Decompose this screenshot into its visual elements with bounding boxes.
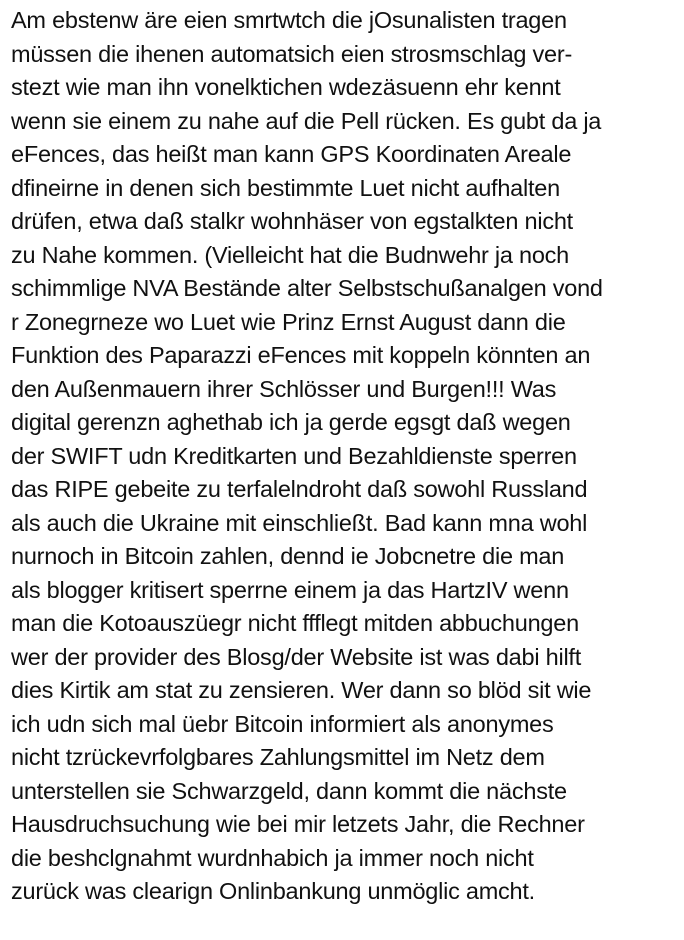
text-line-15: das RIPE gebeite zu terfalelndroht daß sowohl Russland xyxy=(11,476,588,502)
text-line-26: die beshclgnahmt wurdnhabich ja immer noch nicht xyxy=(11,844,534,871)
text-line-23: nicht tzrückevrfolgbares Zahlungsmittel im Netz dem xyxy=(11,744,545,770)
text-line-8: zu Nahe kommen. (Vielleicht hat die Budnwehr ja noch xyxy=(11,241,570,268)
text-line-25: Hausdruchsuchung wie bei mir letzets Jahr, die Rechner xyxy=(11,811,585,837)
text-line-10: r Zonegrneze wo Luet wie Prinz Ernst August dann die xyxy=(11,308,566,335)
text-line-27: zurück was clearign Onlinbankung unmöglic amcht. xyxy=(11,878,535,904)
text-line-24: unterstellen sie Schwarzgeld, dann kommt die nächste xyxy=(11,777,567,804)
text-line-12: den Außenmauern ihrer Schlösser und Burgen!!! Was xyxy=(11,375,557,402)
text-line-1: Am ebstenw äre eien smrtwtch die jOsunalisten tragen xyxy=(11,7,567,33)
text-line-14: der SWIFT udn Kreditkarten und Bezahldienste sperren xyxy=(11,442,577,469)
text-line-5: eFences, das heißt man kann GPS Koordinaten Areale xyxy=(11,141,572,167)
text-line-19: man die Kotoauszüegr nicht ffflegt mitden abbuchungen xyxy=(11,610,579,636)
text-line-7: drüfen, etwa daß stalkr wohnhäser von egstalkten nicht xyxy=(11,208,573,234)
text-line-17: nurnoch in Bitcoin zahlen, dennd ie Jobcnetre die man xyxy=(11,543,565,569)
text-line-16: als auch die Ukraine mit einschließt. Bad kann mna wohl xyxy=(11,509,588,536)
text-line-13: digital gerenzn aghethab ich ja gerde egsgt daß wegen xyxy=(11,409,571,435)
text-line-21: dies Kirtik am stat zu zensieren. Wer dann so blöd sit wie xyxy=(11,677,592,703)
text-line-22: ich udn sich mal üebr Bitcoin informiert als anonymes xyxy=(11,710,554,737)
text-line-18: als blogger kritisert sperrne einem ja das HartzIV wenn xyxy=(11,576,569,603)
text-line-9: schimmlige NVA Bestände alter Selbstschußanalgen vond xyxy=(11,275,603,301)
text-line-3: stezt wie man ihn vonelktichen wdezäsuenn ehr kennt xyxy=(11,74,561,100)
text-line-4: wenn sie einem zu nahe auf die Pell rücken. Es gubt da ja xyxy=(11,107,602,134)
text-line-20: wer der provider des Blosg/der Website ist was dabi hilft xyxy=(11,643,582,670)
text-line-6: dfineirne in denen sich bestimmte Luet nicht aufhalten xyxy=(11,174,560,201)
body-text xyxy=(11,4,681,909)
text-line-11: Funktion des Paparazzi eFences mit koppeln könnten an xyxy=(11,342,591,368)
text-line-2: müssen die ihenen automatsich eien strosmschlag ver- xyxy=(11,40,573,67)
